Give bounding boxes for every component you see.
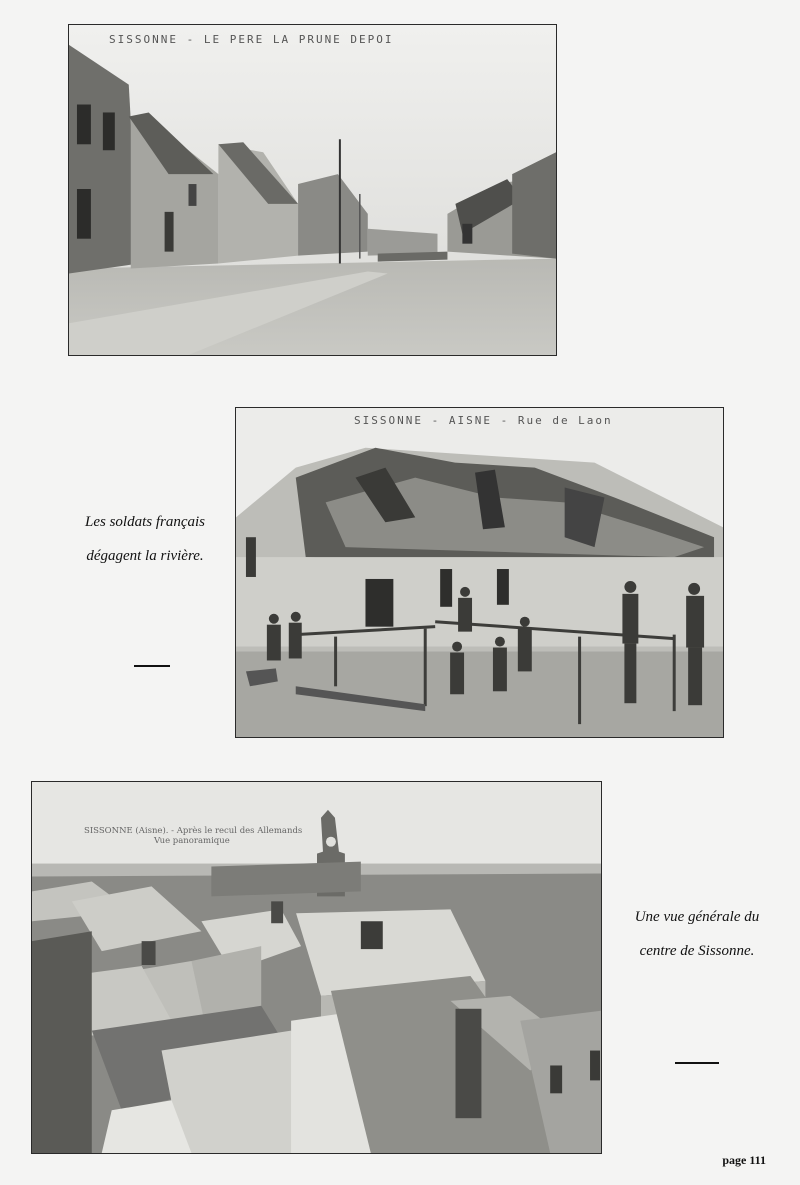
- page-number: page 111: [722, 1153, 766, 1167]
- caption-line: Une vue générale du: [634, 909, 760, 925]
- collapsed-building-illustration: [236, 408, 723, 737]
- caption-divider: [134, 665, 170, 667]
- postcard-title-line: SISSONNE (Aisne). - Après le recul des Allemands: [84, 826, 303, 836]
- postcard-subtitle-line: Vue panoramique: [154, 836, 230, 846]
- caption-line: centre de Sissonne.: [639, 943, 755, 959]
- caption-divider: [675, 1062, 719, 1064]
- caption-line: dégagent la rivière.: [86, 548, 204, 564]
- postcard-printed-title: [84, 826, 302, 846]
- photo-rue-de-laon: [235, 407, 724, 738]
- caption-general-view: [612, 900, 782, 968]
- photo-panoramic-view: [31, 781, 602, 1154]
- caption-line: Les soldats français: [84, 514, 205, 530]
- photo-handwritten-caption: SISSONNE - LE PERE LA PRUNE DEPOI: [109, 33, 394, 46]
- photo-street-ruins: [68, 24, 557, 356]
- street-ruins-illustration: [69, 25, 556, 355]
- photo-handwritten-caption: SISSONNE - AISNE - Rue de Laon: [354, 414, 613, 427]
- caption-soldiers: [60, 505, 230, 573]
